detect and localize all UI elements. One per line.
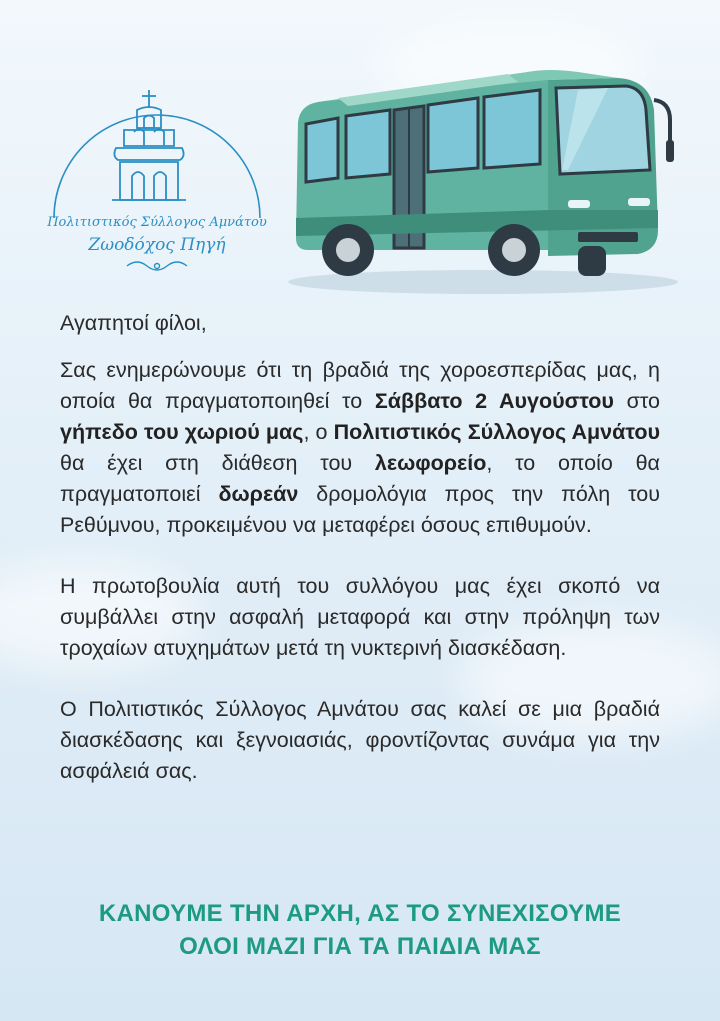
text: , το οποίο θα πραγματοποιεί xyxy=(60,451,660,506)
church-icon xyxy=(112,90,186,200)
event-date: Σάββατο 2 Αυγούστου xyxy=(374,389,614,413)
slogan-line1: ΚΑΝΟΥΜΕ ΤΗΝ ΑΡΧΗ, ΑΣ ΤΟ ΣΥΝΕΧΙΣΟΥΜΕ xyxy=(98,900,622,927)
text: θα έχει στη διάθεση του xyxy=(60,451,375,475)
slogan xyxy=(0,897,720,963)
ornament-icon xyxy=(127,262,187,270)
association-name: Πολιτιστικός Σύλλογος Αμνάτου xyxy=(333,420,660,444)
text: στο xyxy=(613,389,660,413)
slogan-line2: ΟΛΟΙ ΜΑΖΙ ΓΙΑ ΤΑ ΠΑΙΔΙΑ ΜΑΣ xyxy=(179,933,541,960)
text: , ο xyxy=(303,420,334,444)
association-logo xyxy=(42,68,272,288)
free-word: δωρεάν xyxy=(218,482,299,506)
greeting: Αγαπητοί φίλοι, xyxy=(60,311,207,335)
bus-illustration xyxy=(278,50,688,300)
paragraph-bus-announcement xyxy=(60,355,660,541)
bus-word: λεωφορείο xyxy=(374,451,487,475)
paragraph-initiative: Η πρωτοβουλία αυτή του συλλόγου μας έχει σκοπό να συμβάλλει στην ασφαλή μεταφορά και στην πρόληψη των τροχαίων ατυχημάτων μετά τη νυκτερινή διασκέδαση. xyxy=(60,574,660,660)
text: Σας ενημερώνουμε ότι τη βραδιά της χοροεσπερίδας μας, η οποία θα πραγματοποιηθεί το xyxy=(60,358,660,413)
logo-name-line2: Ζωοδόχος Πηγή xyxy=(88,235,226,255)
logo-name-line1: Πολιτιστικός Σύλλογος Αμνάτου xyxy=(47,215,267,230)
text: δρομολόγια προς την πόλη του Ρεθύμνου, προκειμένου να μεταφέρει όσους επιθυμούν. xyxy=(60,482,660,537)
paragraph-invitation: Ο Πολιτιστικός Σύλλογος Αμνάτου σας καλεί σε μια βραδιά διασκέδασης και ξεγνοιασιάς, φροντίζοντας συνάμα για την ασφάλειά σας. xyxy=(60,697,660,783)
letter-body xyxy=(60,308,660,817)
event-venue: γήπεδο του χωριού μας xyxy=(60,420,304,444)
